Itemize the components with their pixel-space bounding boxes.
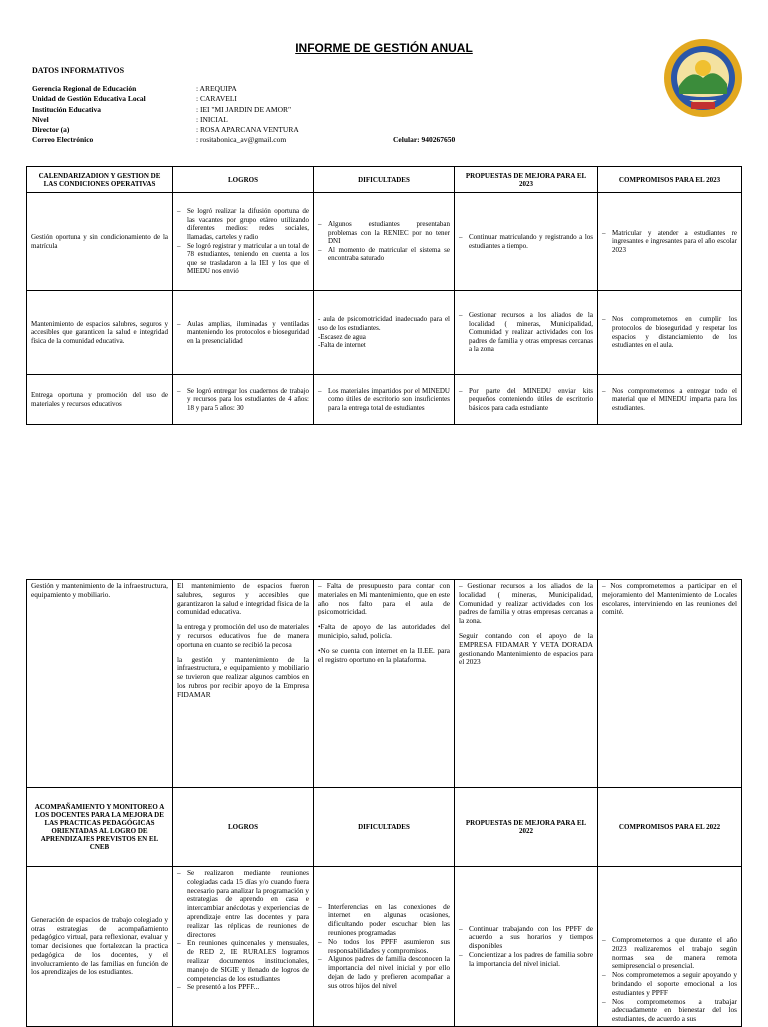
propuesta-paragraph: Seguir contando con el apoyo de la EMPRESA FIDAMAR Y VETA DORADA gestionando Mantenimiento de espacios para el 2023 xyxy=(459,630,593,667)
datos-heading: DATOS INFORMATIVOS xyxy=(32,66,125,75)
table-row xyxy=(27,193,742,291)
dificultades-cell xyxy=(314,375,455,425)
info-label: Unidad de Gestión Educativa Local xyxy=(32,94,146,104)
propuestas-cell xyxy=(455,867,598,1027)
compromisos-cell xyxy=(598,291,742,375)
info-label: Institución Educativa xyxy=(32,104,101,114)
report-title: INFORME DE GESTIÓN ANUAL xyxy=(295,41,473,55)
logros-cell xyxy=(173,193,314,291)
topic-cell: Generación de espacios de trabajo colegiado y otras estrategias de acompañamiento pedagógico virtual, para reflexionar, evaluar y tomar decisiones que fortalezcan la practica pedagógica de los docentes, y el involucramiento de las familias en función de los aprendizajes de los estudiantes. xyxy=(27,867,173,1027)
propuestas-cell xyxy=(455,580,598,788)
logros-cell xyxy=(173,580,314,788)
dificultad-line: -Falta de internet xyxy=(318,341,366,350)
header-cell: LOGROS xyxy=(173,788,314,867)
list-item: – Aulas amplias, iluminadas y ventiladas manteniendo los protocolos e bioseguridad en la presencialidad xyxy=(177,320,309,346)
list-item: – Nos comprometemos a entregar todo el material que el MINEDU imparta para los estudiantes. xyxy=(602,387,737,413)
topic-cell: Gestión y mantenimiento de la infraestructura, equipamiento y mobiliario. xyxy=(27,580,173,788)
logro-paragraph: la gestión y mantenimiento de la infraestructura, e equipamiento y mobiliario se tuvieron que realizar algunos cambios en los rubros por recibir apoyo de la Empresa FIDAMAR xyxy=(177,654,309,699)
info-label: Correo Electrónico xyxy=(32,135,94,145)
list-item: – Se logró entregar los cuadernos de trabajo y recursos para los estudiantes de 4 años: 18 y para 5 años: 30 xyxy=(177,387,309,413)
info-value: : rositabonica_av@gmail.com xyxy=(196,135,287,145)
dificultades-cell xyxy=(314,193,455,291)
list-item: – Nos comprometemos a seguir apoyando y brindando el soporte emocional a los estudiantes y PPFF xyxy=(602,971,737,997)
table-row xyxy=(27,867,742,1027)
list-item: – Interferencias en las conexiones de internet en algunas ocasiones, dificultando poder escuchar bien las reuniones programadas xyxy=(318,903,450,938)
logros-cell xyxy=(173,867,314,1027)
header-cell: COMPROMISOS PARA EL 2023 xyxy=(598,167,742,193)
list-item: – Continuar trabajando con los PPFF de acuerdo a sus horarios y tiempos disponibles xyxy=(459,925,593,951)
list-item: – Los materiales impartidos por el MINEDU como útiles de escritorio son insuficientes para la entrega total de estudiantes xyxy=(318,387,450,413)
info-value: : ROSA APARCANA VENTURA xyxy=(196,125,299,135)
table-infraestructura-acompanamiento xyxy=(26,579,742,1027)
header-cell: PROPUESTAS DE MEJORA PARA EL 2022 xyxy=(455,788,598,867)
table-row xyxy=(27,580,742,788)
header-cell: PROPUESTAS DE MEJORA PARA EL 2023 xyxy=(455,167,598,193)
header-cell: CALENDARIZADION Y GESTION DE LAS CONDICIONES OPERATIVAS xyxy=(27,167,173,193)
dificultades-cell xyxy=(314,867,455,1027)
header-cell: ACOMPAÑAMIENTO Y MONITOREO A LOS DOCENTES PARA LA MEJORA DE LAS PRACTICAS PEDAGÓGICAS ORIENTADAS AL LOGRO DE APRENDIZAJES PREVISTOS EN EL CNEB xyxy=(27,788,173,867)
topic-cell: Mantenimiento de espacios salubres, seguros y accesibles que garanticen la salud e integridad física de la comunidad educativa. xyxy=(27,291,173,375)
list-item: – Algunos padres de familia desconocen la importancia del nivel inicial y por ello dejan de lado y prefieren acompañar a sus otros hijos del nivel xyxy=(318,955,450,990)
compromisos-cell xyxy=(598,867,742,1027)
header-cell: COMPROMISOS PARA EL 2022 xyxy=(598,788,742,867)
propuesta-paragraph: – Gestionar recursos a los aliados de la localidad ( mineras, Municipalidad, Comunidad y realizar actividades con los padres de familia y otras empresas cercanas a la zona. xyxy=(459,581,593,626)
table-header-row xyxy=(27,167,742,193)
logro-paragraph: la entrega y promoción del uso de materiales y recursos educativos fue de manera oportuna en cuanto se recibió la pecosa xyxy=(177,622,309,649)
compromiso-paragraph: – Nos comprometemos a participar en el mejoramiento del Mantenimiento de Locales escolares, interviniendo en las reuniones del comité. xyxy=(602,581,737,617)
dificultad-line: - aula de psicomotricidad inadecuado para el uso de los estudiantes. xyxy=(318,315,450,332)
list-item: – En reuniones quincenales y mensuales, de RED 2, IE RURALES logramos realizar documentos institucionales, manejo de SIGIE y llenado de logros de competencias de los estudiantes xyxy=(177,939,309,983)
list-item: – No todos los PPFF asumieron sus responsabilidades y compromisos. xyxy=(318,938,450,956)
dificultad-line: -Escasez de agua xyxy=(318,332,366,341)
list-item: – Se realizaron mediante reuniones colegiadas cada 15 días y/o cuando fuera necesario para analizar la programación y estrategias de aprendo en casa e intercambiar anécdotas y experiencias de aprendizaje entre las docentes y para realizar las réplicas de reuniones de directores xyxy=(177,869,309,939)
info-value: : CARAVELI xyxy=(196,94,237,104)
list-item: – Gestionar recursos a los aliados de la localidad ( mineras, Municipalidad, Comunidad y realizar actividades con los padres de familia y otras empresas cercanas a la zona xyxy=(459,311,593,354)
list-item: – Continuar matriculando y registrando a los estudiantes a tiempo. xyxy=(459,233,593,250)
logros-cell xyxy=(173,291,314,375)
propuestas-cell xyxy=(455,193,598,291)
info-celular: Celular: 940267650 xyxy=(393,135,456,145)
dificultad-paragraph: •No se cuenta con internet en la II.EE. para el registro oportuno en la plataforma. xyxy=(318,645,450,664)
list-item: – Concientizar a los padres de familia sobre la importancia del nivel inicial. xyxy=(459,951,593,969)
list-item: – Matricular y atender a estudiantes re ingresantes e ingresantes para el año escolar 2023 xyxy=(602,229,737,255)
table-condiciones-operativas xyxy=(26,166,742,425)
list-item: – Al momento de matricular el sistema se encontraba saturado xyxy=(318,246,450,263)
topic-cell: Gestión oportuna y sin condicionamiento de la matrícula xyxy=(27,193,173,291)
table-row xyxy=(27,291,742,375)
table-header-row xyxy=(27,788,742,867)
info-value: : AREQUIPA xyxy=(196,84,237,93)
propuestas-cell xyxy=(455,291,598,375)
dificultad-paragraph: •Falta de apoyo de las autoridades del municipio, salud, policía. xyxy=(318,622,450,640)
info-label: Nivel xyxy=(32,114,49,124)
dificultad-paragraph: – Falta de presupuesto para contar con materiales en Mi mantenimiento, que en este año nos falto para el aula de psicomotricidad. xyxy=(318,581,450,617)
list-item: – Nos comprometemos en cumplir los protocolos de bioseguridad y respetar los espacios y distanciamiento de los estudiantes en el aula. xyxy=(602,315,737,349)
info-label: Gerencia Regional de Educación xyxy=(32,84,137,93)
compromisos-cell xyxy=(598,375,742,425)
list-item: – Se presentó a los PPFF... xyxy=(177,983,309,992)
list-item: – Se logró realizar la difusión oportuna de las vacantes por grupo etáreo utilizando diferentes medios: redes sociales, llamadas, carteles y radio xyxy=(177,207,309,241)
header-cell: DIFICULTADES xyxy=(314,788,455,867)
table-row xyxy=(27,375,742,425)
list-item: – Por parte del MINEDU enviar kits pequeños conteniendo útiles de escritorio básicos para cada estudiante xyxy=(459,387,593,413)
logro-paragraph: El mantenimiento de espacios fueron salubres, seguros y accesibles que garantizaron la salud e integridad física de la comunidad educativa. xyxy=(177,581,309,617)
header-cell: LOGROS xyxy=(173,167,314,193)
dificultades-cell xyxy=(314,580,455,788)
list-item: – Nos comprometemos a trabajar adecuadamente en bienestar del los estudiantes, de acuerdo a sus xyxy=(602,998,737,1024)
list-item: – Algunos estudiantes presentaban problemas con la RENIEC por no tener DNI xyxy=(318,220,450,246)
info-label: Director (a) xyxy=(32,125,70,135)
header-cell: DIFICULTADES xyxy=(314,167,455,193)
list-item: – Se logró registrar y matricular a un total de 78 estudiantes, teniendo en cuenta a los que se trasladaron a la IEI y los que el MIEDU nos envió xyxy=(177,242,309,276)
compromisos-cell xyxy=(598,193,742,291)
compromisos-cell xyxy=(598,580,742,788)
list-item: – Comprometernos a que durante el año 2023 realizaremos el trabajo según normas sea de manera remota semipresencial o presencial. xyxy=(602,936,737,971)
dificultades-cell xyxy=(314,291,455,375)
topic-cell: Entrega oportuna y promoción del uso de materiales y recursos educativos xyxy=(27,375,173,425)
info-value: : INICIAL xyxy=(196,114,228,124)
info-value: : IEI "MI JARDIN DE AMOR" xyxy=(196,104,292,114)
district-seal-icon xyxy=(663,38,743,118)
logros-cell xyxy=(173,375,314,425)
propuestas-cell xyxy=(455,375,598,425)
